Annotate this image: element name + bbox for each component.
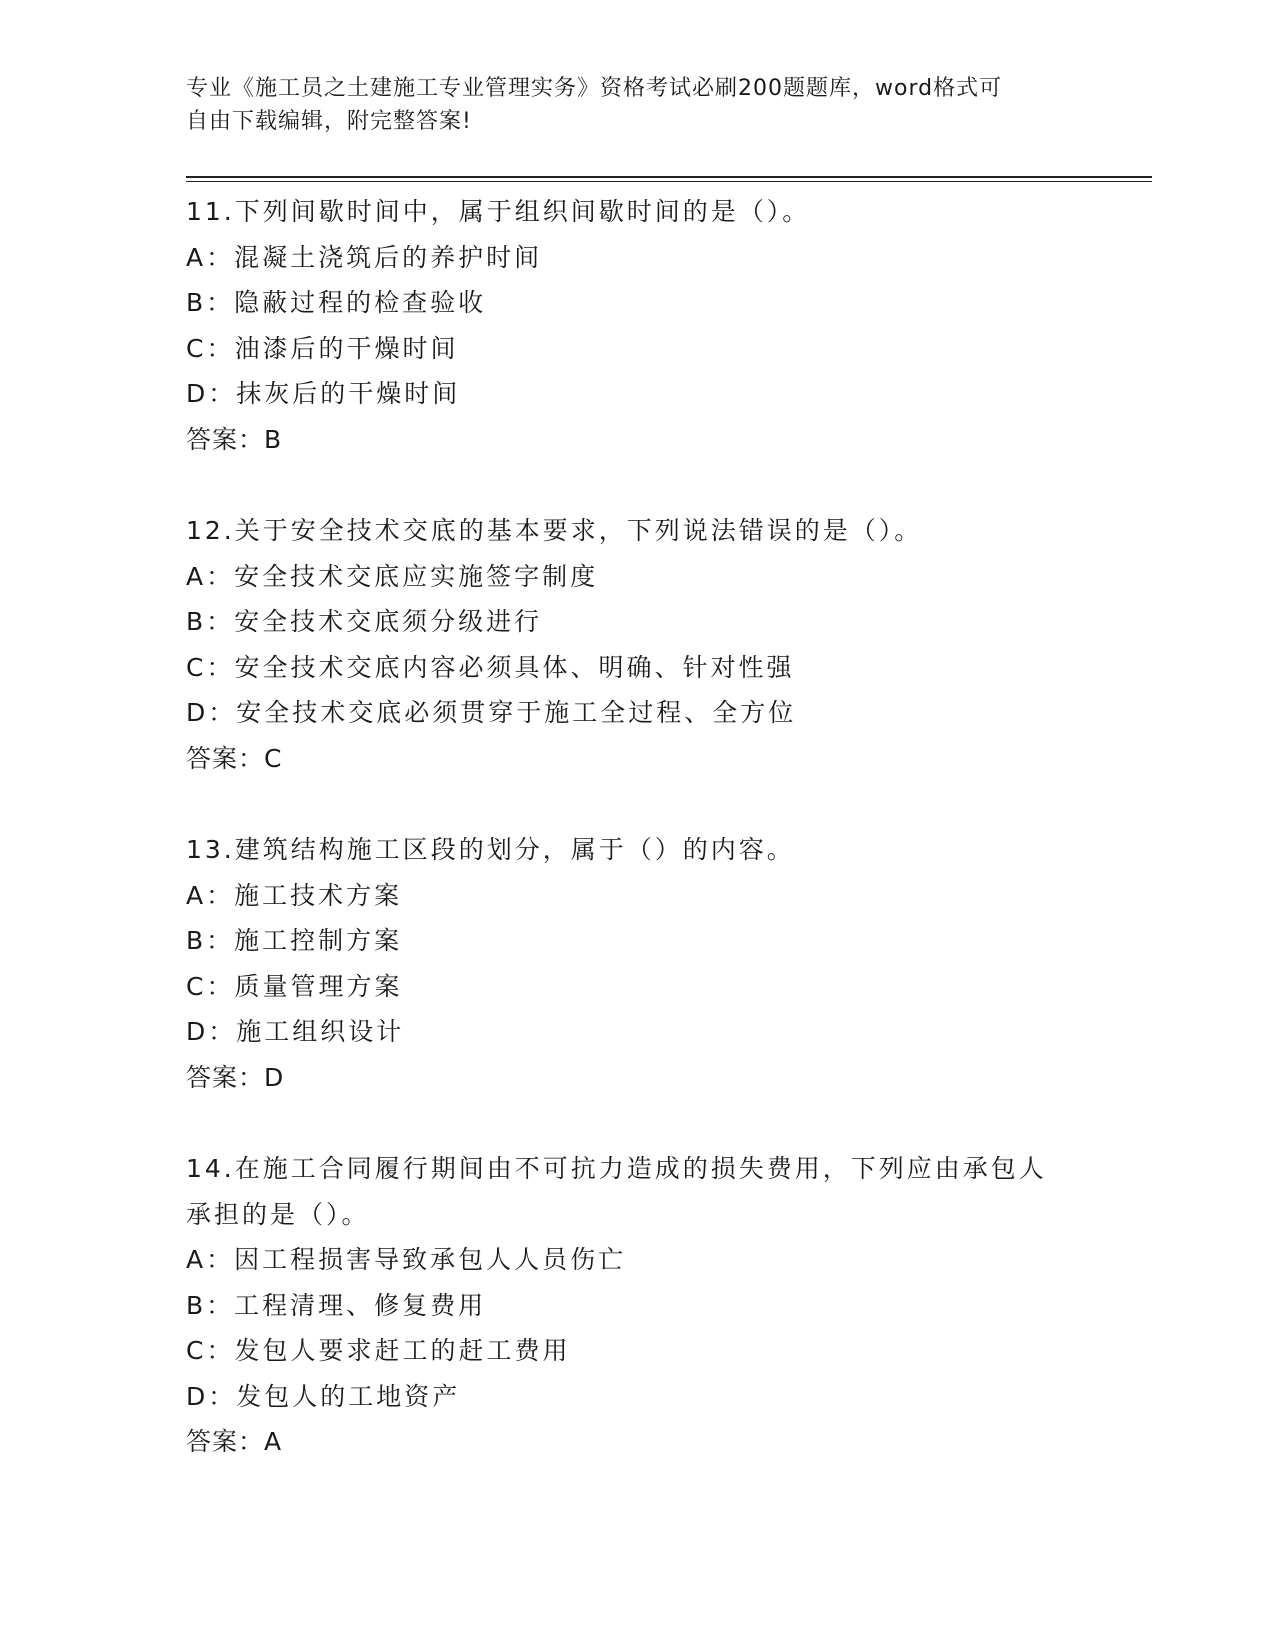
question-stem-line-2: 承担的是（）。 [186,1199,370,1229]
option-d: D：安全技术交底必须贯穿于施工全过程、全方位 [186,698,797,727]
question-stem-line-1: 14.在施工合同履行期间由不可抗力造成的损失费用，下列应由承包人 [186,1154,1047,1183]
option-c: C：安全技术交底内容必须具体、明确、针对性强 [186,652,795,682]
option-b: B：施工控制方案 [186,926,403,955]
option-c: C：质量管理方案 [186,971,403,1001]
option-a: A：施工技术方案 [186,880,403,910]
option-b: B：隐蔽过程的检查验收 [186,288,487,317]
document-header [186,72,1076,138]
header-rule-thin [186,181,1152,182]
question-stem: 12.关于安全技术交底的基本要求，下列说法错误的是（）。 [186,516,923,545]
header-line-1: 专业《施工员之土建施工专业管理实务》资格考试必刷200题题库，word格式可 [186,76,1003,101]
option-a: A：混凝土浇筑后的养护时间 [186,242,543,272]
answer: 答案：B [186,424,283,454]
question-stem: 13.建筑结构施工区段的划分，属于（）的内容。 [186,835,795,864]
answer: 答案：C [186,743,283,773]
option-b: B：安全技术交底须分级进行 [186,607,543,636]
answer: 答案：D [186,1062,285,1092]
question-14 [186,1146,1086,1465]
option-c: C：发包人要求赶工的赶工费用 [186,1336,571,1365]
question-11 [186,189,1086,462]
option-a: A：因工程损害导致承包人人员伤亡 [186,1245,627,1274]
option-a: A：安全技术交底应实施签字制度 [186,561,599,591]
header-rule-thick [186,176,1152,178]
option-d: D：施工组织设计 [186,1017,405,1046]
question-stem: 11.下列间歇时间中，属于组织间歇时间的是（）。 [186,197,811,226]
option-b: B：工程清理、修复费用 [186,1290,487,1320]
option-d: D：发包人的工地资产 [186,1381,461,1411]
question-12 [186,508,1086,781]
option-d: D：抹灰后的干燥时间 [186,379,461,408]
option-c: C：油漆后的干燥时间 [186,333,459,363]
answer: 答案：A [186,1427,283,1456]
question-13 [186,827,1086,1100]
header-line-2: 自由下载编辑，附完整答案! [186,109,472,134]
